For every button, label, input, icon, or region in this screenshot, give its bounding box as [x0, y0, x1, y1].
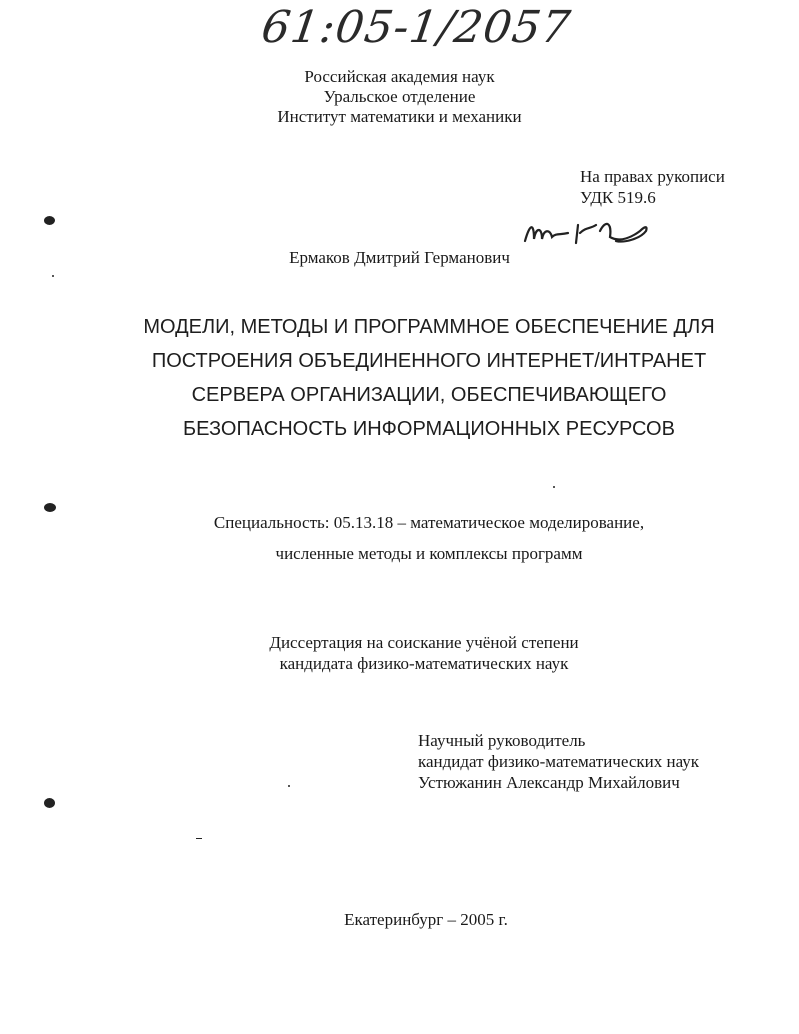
advisor-role: Научный руководитель — [418, 731, 586, 750]
binding-hole-mark — [44, 798, 55, 808]
binding-hole-mark — [44, 216, 55, 225]
institution-academy: Российская академия наук — [304, 67, 495, 86]
advisor-degree: кандидат физико-математических наук — [418, 752, 700, 771]
title-line: ПОСТРОЕНИЯ ОБЪЕДИНЕННОГО ИНТЕРНЕТ/ИНТРАНЕТ — [151, 350, 707, 372]
institution-branch: Уральское отделение — [323, 87, 476, 106]
scan-dot — [553, 486, 555, 488]
institution-institute: Институт математики и механики — [277, 107, 522, 126]
advisor-block — [418, 730, 699, 793]
title-line: СЕРВЕРА ОРГАНИЗАЦИИ, ОБЕСПЕЧИВАЮЩЕГО — [191, 384, 667, 406]
institution-block — [0, 67, 799, 127]
advisor-name: Устюжанин Александр Михайлович — [418, 773, 680, 792]
scan-dot — [52, 275, 54, 277]
title-line: БЕЗОПАСНОСТЬ ИНФОРМАЦИОННЫХ РЕСУРСОВ — [183, 418, 675, 440]
degree-block — [0, 632, 799, 674]
specialty-line2: численные методы и комплексы программ — [275, 544, 583, 563]
manuscript-rights: На правах рукописи — [580, 167, 725, 186]
specialty-block — [0, 507, 799, 569]
degree-line1: Диссертация на соискание учёной степени — [269, 633, 579, 652]
udk-code: УДК 519.6 — [580, 188, 656, 207]
dissertation-title — [0, 310, 799, 446]
specialty-line1: Специальность: 05.13.18 – математическое моделирование, — [213, 513, 645, 532]
degree-line2: кандидата физико-математических наук — [279, 654, 569, 673]
title-line: МОДЕЛИ, МЕТОДЫ И ПРОГРАММНОЕ ОБЕСПЕЧЕНИЕ ДЛЯ — [143, 316, 715, 338]
signature-scribble — [520, 213, 660, 253]
manuscript-block — [580, 166, 725, 208]
author-name: Ермаков Дмитрий Германович — [289, 248, 510, 267]
scan-dot — [288, 785, 290, 787]
scan-dot — [196, 838, 202, 839]
city-year: Екатеринбург – 2005 г. — [344, 910, 508, 929]
archive-handwritten-mark: 61:05-1/2057 — [258, 2, 575, 53]
binding-hole-mark — [44, 503, 56, 512]
